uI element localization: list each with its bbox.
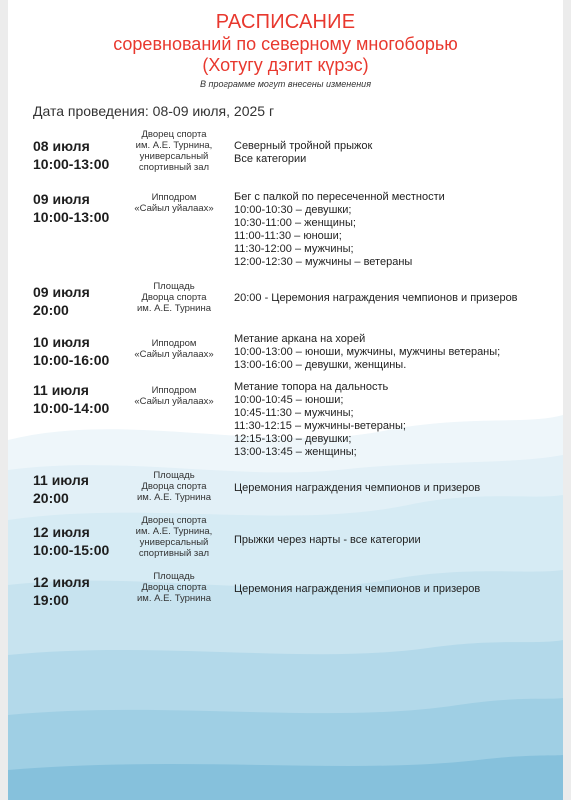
row-time: 10:00-13:00 [33,209,110,225]
event-line: Метание аркана на хорей [234,333,366,345]
document-subtitle-yakut: (Хотугу дэгит күрэс) [202,55,369,75]
venue-line: универсальный [139,537,209,548]
event-dates: Дата проведения: 08-09 июля, 2025 г [33,103,275,119]
row-datetime [33,190,133,226]
schedule-sheet [8,0,563,800]
venue-line: им. А.Е. Турнина, [135,526,213,537]
row-events [234,333,554,372]
venue-line: Дворец спорта [141,129,207,140]
event-line: 10:00-13:00 – юноши, мужчины, мужчины ветераны; [234,346,501,358]
event-line: 11:30-12:15 – мужчины-ветераны; [234,420,406,432]
venue-line: Ипподром [151,338,197,349]
venue-line: Дворца спорта [141,481,207,492]
document-subtitle: соревнований по северному многоборью [113,34,458,54]
row-venue [133,470,215,503]
row-venue [133,192,215,214]
row-events [234,140,554,166]
row-venue [133,515,215,559]
venue-line: Дворец спорта [141,515,207,526]
row-venue [133,338,215,360]
row-events [234,191,554,269]
venue-line: им. А.Е. Турнина [137,593,211,604]
event-line: Прыжки через нарты - все категории [234,534,421,546]
row-time: 10:00-15:00 [33,542,110,558]
row-date: 11 июля [33,382,89,398]
row-venue [133,571,215,604]
event-line: 10:30-11:00 – женщины; [234,217,356,229]
row-time: 10:00-13:00 [33,156,110,172]
row-time: 19:00 [33,592,69,608]
row-datetime [33,573,133,609]
row-events [234,292,554,305]
event-line: 11:30-12:00 – мужчины; [234,243,354,255]
row-datetime [33,523,133,559]
row-date: 08 июля [33,138,90,154]
changes-note: В программе могут внесены изменения [200,79,371,89]
row-venue [133,385,215,407]
row-time: 10:00-14:00 [33,400,110,416]
venue-line: Дворца спорта [141,582,207,593]
venue-line: универсальный [139,151,209,162]
venue-line: им. А.Е. Турнина [137,303,211,314]
row-time: 10:00-16:00 [33,352,110,368]
row-datetime [33,333,133,369]
row-date: 09 июля [33,284,90,300]
row-events [234,534,554,547]
event-line: Церемония награждения чемпионов и призеров [234,583,481,595]
venue-line: Площадь [153,571,195,582]
row-time: 20:00 [33,302,69,318]
venue-line: «Сайыл уйалаах» [134,349,214,360]
venue-line: им. А.Е. Турнина [137,492,211,503]
event-line: Бег с палкой по пересеченной местности [234,191,445,203]
event-line: 12:15-13:00 – девушки; [234,433,352,445]
venue-line: «Сайыл уйалаах» [134,203,214,214]
row-date: 09 июля [33,191,90,207]
event-line: Все категории [234,153,307,165]
venue-line: Ипподром [151,192,197,203]
event-line: 10:00-10:30 – девушки; [234,204,352,216]
event-line: 12:00-12:30 – мужчины – ветераны [234,256,413,268]
row-datetime [33,381,133,417]
venue-line: спортивный зал [138,548,210,559]
event-line: Церемония награждения чемпионов и призеров [234,482,481,494]
row-datetime [33,137,133,173]
row-date: 12 июля [33,524,90,540]
event-line: 20:00 - Церемония награждения чемпионов и призеров [234,292,518,304]
event-line: Метание топора на дальность [234,381,389,393]
event-line: 10:45-11:30 – мужчины; [234,407,354,419]
venue-line: Дворца спорта [141,292,207,303]
document-title: РАСПИСАНИЕ [215,11,356,33]
row-venue [133,281,215,314]
venue-line: Площадь [153,281,195,292]
venue-line: «Сайыл уйалаах» [134,396,214,407]
row-date: 12 июля [33,574,90,590]
row-datetime [33,283,133,319]
event-line: 11:00-11:30 – юноши; [234,230,342,242]
row-events [234,381,554,459]
venue-line: им. А.Е. Турнина, [135,140,213,151]
row-events [234,482,554,495]
row-datetime [33,471,133,507]
row-date: 11 июля [33,472,89,488]
row-venue [133,129,215,173]
venue-line: Ипподром [151,385,197,396]
event-line: 13:00-13:45 – женщины; [234,446,357,458]
event-line: Северный тройной прыжок [234,140,373,152]
event-line: 13:00-16:00 – девушки, женщины. [234,359,407,371]
row-events [234,583,554,596]
row-date: 10 июля [33,334,90,350]
venue-line: спортивный зал [138,162,210,173]
row-time: 20:00 [33,490,69,506]
document-header [8,10,563,90]
venue-line: Площадь [153,470,195,481]
event-line: 10:00-10:45 – юноши; [234,394,344,406]
